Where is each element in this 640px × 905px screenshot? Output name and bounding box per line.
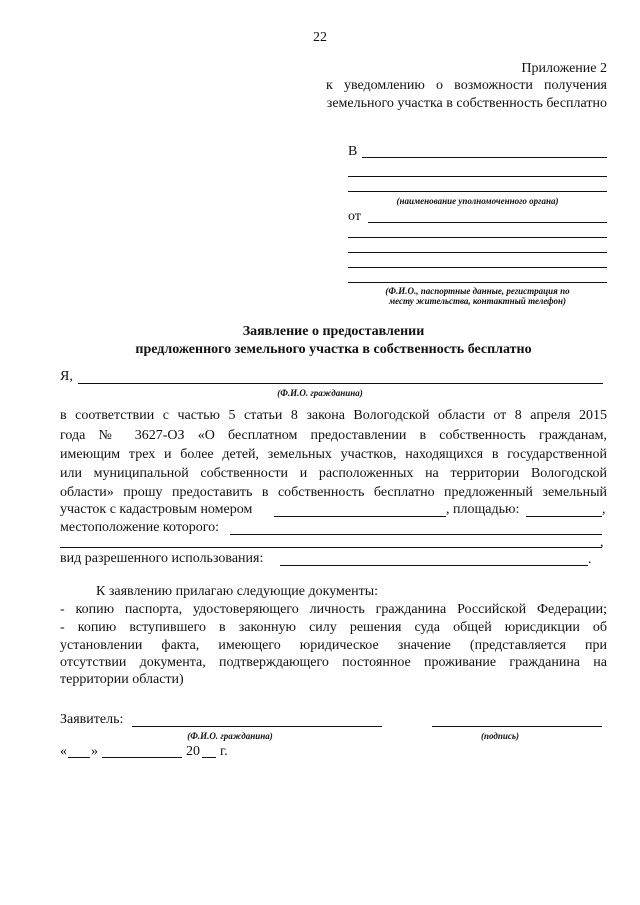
document-item-2-line-2: установлении факта, имеющего юридическое значение (представляется при bbox=[60, 638, 607, 653]
cadastral-number-line[interactable] bbox=[274, 516, 446, 517]
from-line-4[interactable] bbox=[348, 267, 607, 268]
appendix-title: Приложение 2 bbox=[521, 61, 607, 76]
signature-line[interactable] bbox=[432, 726, 602, 727]
area-label: , площадью: bbox=[446, 502, 520, 517]
from-line-3[interactable] bbox=[348, 252, 607, 253]
area-comma: , bbox=[602, 502, 606, 517]
permitted-use-line[interactable] bbox=[280, 565, 588, 566]
date-quote-open: « bbox=[60, 744, 67, 759]
ya-label: Я, bbox=[60, 369, 73, 384]
document-item-1: - копию паспорта, удостоверяющего личность гражданина Российской Федерации; bbox=[60, 602, 607, 617]
signature-name-caption: (Ф.И.О. гражданина) bbox=[187, 731, 273, 741]
date-year-line[interactable] bbox=[202, 757, 216, 758]
applicant-name-line[interactable] bbox=[78, 383, 603, 384]
body-line-4: или муниципальной собственности и расположенных на территории Вологодской bbox=[60, 466, 607, 481]
signature-caption: (подпись) bbox=[481, 731, 519, 741]
body-line-3: имеющим трех и более детей, земельных участков, находящихся в государственной bbox=[60, 447, 607, 462]
body-line-1: в соответствии с частью 5 статьи 8 закона Вологодской области от 8 апреля 2015 bbox=[60, 408, 607, 423]
from-label: от bbox=[348, 209, 361, 224]
location-line-2[interactable] bbox=[60, 547, 602, 548]
document-item-2-line-3: отсутствии документа, подтверждающего постоянное проживание гражданина на bbox=[60, 655, 607, 670]
location-line-1[interactable] bbox=[230, 534, 602, 535]
to-line-1[interactable] bbox=[362, 157, 607, 158]
area-line[interactable] bbox=[526, 516, 602, 517]
from-line-2[interactable] bbox=[348, 237, 607, 238]
body-line-5: области» прошу предоставить в собственность бесплатно предложенный земельный bbox=[60, 485, 607, 500]
from-caption-1: (Ф.И.О., паспортные данные, регистрация по bbox=[385, 286, 570, 296]
from-line-5[interactable] bbox=[348, 282, 607, 283]
date-day-line[interactable] bbox=[68, 757, 90, 758]
page-number: 22 bbox=[313, 30, 327, 45]
location-label: местоположение которого: bbox=[60, 520, 220, 535]
to-line-3[interactable] bbox=[348, 191, 607, 192]
from-caption-2: месту жительства, контактный телефон) bbox=[388, 296, 567, 306]
date-year-prefix: 20 bbox=[186, 744, 200, 759]
appendix-line-2: к уведомлению о возможности получения bbox=[326, 78, 607, 93]
document-title-line-1: Заявление о предоставлении bbox=[242, 324, 425, 339]
appendix-line-3: земельного участка в собственность бесплатно bbox=[326, 96, 607, 111]
applicant-label: Заявитель: bbox=[60, 712, 124, 727]
to-label: В bbox=[348, 144, 358, 159]
applicant-signature-name-line[interactable] bbox=[132, 726, 382, 727]
location-comma: , bbox=[600, 535, 604, 550]
documents-intro: К заявлению прилагаю следующие документы: bbox=[96, 584, 379, 599]
document-item-2-line-1: - копию вступившего в законную силу решения суда общей юрисдикции об bbox=[60, 620, 607, 635]
document-item-2-line-4: территории области) bbox=[60, 672, 184, 687]
cadastral-label: участок с кадастровым номером bbox=[60, 502, 253, 517]
from-line-1[interactable] bbox=[368, 222, 607, 223]
date-month-line[interactable] bbox=[102, 757, 182, 758]
date-year-suffix: г. bbox=[220, 744, 228, 759]
permitted-use-label: вид разрешенного использования: bbox=[60, 551, 264, 566]
to-line-2[interactable] bbox=[348, 176, 607, 177]
to-caption: (наименование уполномоченного органа) bbox=[396, 196, 559, 206]
permitted-use-period: . bbox=[588, 552, 592, 567]
body-line-2: года № 3627-ОЗ «О бесплатном предоставлении в собственность гражданам, bbox=[60, 428, 607, 443]
date-quote-close: » bbox=[91, 744, 98, 759]
document-title-line-2: предложенного земельного участка в собственность бесплатно bbox=[135, 342, 532, 357]
applicant-name-caption: (Ф.И.О. гражданина) bbox=[277, 388, 363, 398]
